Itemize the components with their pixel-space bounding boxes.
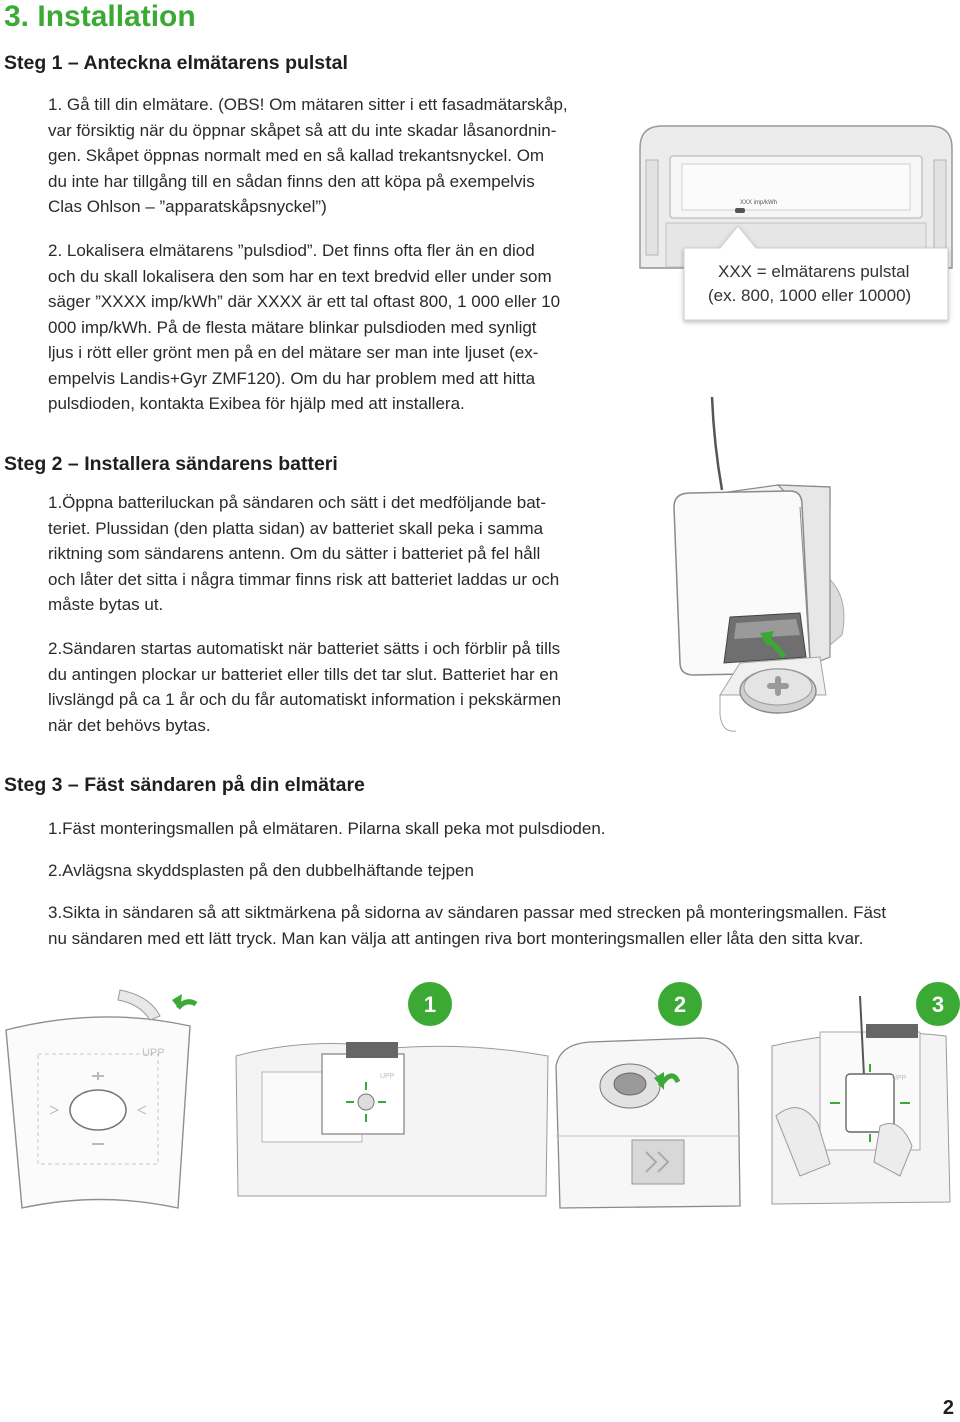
step3-item-3 xyxy=(48,900,960,951)
pulse-diode-icon xyxy=(735,208,745,213)
text-line: ljus i rött eller grönt men på en del mätare ser man inte ljuset (ex- xyxy=(48,343,539,362)
section-title: 3. Installation xyxy=(4,0,196,33)
callout-line-2: (ex. 800, 1000 eller 10000) xyxy=(708,286,912,305)
text-line: livslängd på ca 1 år och du får automatiskt information i pekskärmen xyxy=(48,690,562,709)
text-line: när det behövs bytas. xyxy=(48,715,211,735)
text-line: pulsdioden, kontakta Exibea för hjälp med att installera. xyxy=(48,394,465,413)
mounting-template xyxy=(6,990,196,1208)
text-line: måste bytas ut. xyxy=(48,595,164,614)
step1-heading: Steg 1 – Anteckna elmätarens pulstal xyxy=(4,52,348,74)
text-line: gen. Skåpet öppnas normalt med en så kallad trekantsnyckel. Om xyxy=(48,146,545,165)
callout-line-1: XXX = elmätarens pulstal xyxy=(718,262,910,281)
text-line: riktning som sändarens antenn. Om du sätter i batteriet på fel håll xyxy=(48,544,541,563)
antenna xyxy=(712,397,722,490)
text-line: nu sändaren med ett lätt tryck. Man kan välja att antingen riva bort monteringsmallen eller låta den sitta kvar. xyxy=(48,928,864,948)
badge-3-number: 3 xyxy=(931,992,945,1017)
text-line: 2. Lokalisera elmätarens ”pulsdiod”. Det finns ofta fler än en diod xyxy=(48,241,535,260)
template-label-small: UPP xyxy=(892,1075,907,1082)
step3-heading: Steg 3 – Fäst sändaren på din elmätare xyxy=(4,774,365,796)
text-line: och låter det sitta i några timmar finns risk att batteriet laddas ur och xyxy=(48,569,560,589)
step-panel-1 xyxy=(236,982,548,1196)
text-line: 1. Gå till din elmätare. (OBS! Om mätaren sitter i ett fasadmätarskåp, xyxy=(48,95,568,114)
text-line: säger ”XXXX imp/kWh” där XXXX är ett tal oftast 800, 1 000 eller 10 xyxy=(48,292,561,311)
step3-illustrations xyxy=(0,976,960,1226)
text-line: 000 imp/kWh. På de flesta mätare blinkar pulsdioden med synligt xyxy=(48,317,537,337)
step-panel-3 xyxy=(772,982,960,1204)
step2-paragraph-2 xyxy=(48,636,608,738)
badge-1-number: 1 xyxy=(423,992,437,1017)
badge-2-number: 2 xyxy=(673,992,687,1017)
step1-paragraph-2 xyxy=(48,238,598,417)
text-line: var försiktig när du öppnar skåpet så att du inte skadar låsanordnin- xyxy=(48,120,557,140)
step2-heading: Steg 2 – Installera sändarens batteri xyxy=(4,453,338,475)
text-line: du inte har tillgång till en sådan finns den att köpa på exempelvis xyxy=(48,171,535,191)
text-line: 3.Sikta in sändaren så att siktmärkena på sidorna av sändaren passar med strecken på monteringsmallen. Fäst xyxy=(48,903,887,922)
transmitter-battery-illustration xyxy=(650,395,860,740)
meter-illustration xyxy=(630,118,960,438)
step3-item-1: 1.Fäst monteringsmallen på elmätaren. Pilarna skall peka mot pulsdioden. xyxy=(48,819,606,838)
step3-item-2: 2.Avlägsna skyddsplasten på den dubbelhäftande tejpen xyxy=(48,861,474,880)
text-line: Clas Ohlson – ”apparatskåpsnyckel”) xyxy=(48,197,327,216)
page-number: 2 xyxy=(942,1397,954,1419)
text-line: du antingen plockar ur batteriet eller tills det tar slut. Batteriet har en xyxy=(48,664,559,684)
step1-paragraph-1 xyxy=(48,92,598,220)
template-label: UPP xyxy=(142,1047,165,1059)
text-line: teriet. Plussidan (den platta sidan) av batteriet skall peka i samma xyxy=(48,518,544,538)
text-line: empelvis Landis+Gyr ZMF120). Om du har problem med att hitta xyxy=(48,368,536,388)
text-line: 1.Öppna batteriluckan på sändaren och sätt i det medföljande bat- xyxy=(48,493,547,512)
template-label-small: UPP xyxy=(380,1073,395,1080)
text-line: 2.Sändaren startas automatiskt när batteriet sätts i och förblir på tills xyxy=(48,639,561,658)
step-panel-2 xyxy=(556,982,740,1208)
step2-paragraph-1 xyxy=(48,490,596,618)
text-line: och du skall lokalisera den som har en text bredvid eller under som xyxy=(48,266,552,286)
meter-label: XXX imp/kWh xyxy=(740,200,778,206)
